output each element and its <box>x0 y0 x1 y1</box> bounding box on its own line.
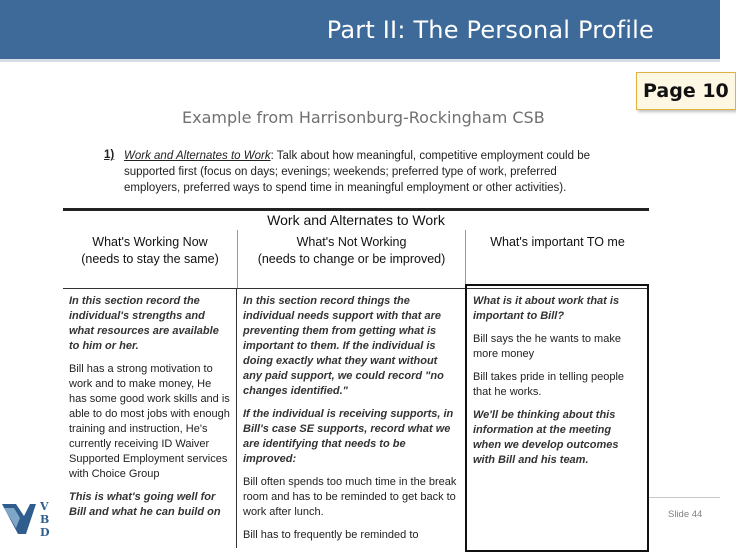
cell-important-to-me <box>465 284 649 552</box>
cell-paragraph: If the individual is receiving supports, in Bill's case SE supports, record what we are identifying that needs to be improved: <box>243 408 454 465</box>
header-bar <box>0 0 720 62</box>
column-subtitle: (needs to stay the same) <box>81 252 219 266</box>
cell-paragraph: We'll be thinking about this information at the meeting when we develop outcomes with Bill and his team. <box>473 409 619 466</box>
table-title: Work and Alternates to Work <box>63 208 649 230</box>
page-badge <box>636 72 736 110</box>
column-title: What's important TO me <box>490 235 625 249</box>
cell-paragraph: In this section record things the individual needs support with that are preventing them from getting what is important to them. If the individual is doing exactly what they want without any paid support, we could record "no changes identified." <box>243 295 444 397</box>
cell-paragraph: Bill has to frequently be reminded to <box>243 529 419 541</box>
logo-letter: D <box>40 526 50 539</box>
cell-not-working <box>237 288 465 548</box>
cell-paragraph: What is it about work that is important to Bill? <box>473 295 620 322</box>
column-title: What's Working Now <box>92 235 208 249</box>
cell-paragraph: This is what's going well for Bill and what he can build on <box>69 491 221 518</box>
question-term: Work and Alternates to Work <box>124 150 271 162</box>
cell-paragraph: Bill has a strong motivation to work and to make money, He has some good work skills and is able to do most jobs with enough training and instruction, He's currently receiving ID Waiver Supported Employment services with Choice Group <box>69 363 230 480</box>
slide-title: Part II: The Personal Profile <box>326 16 654 44</box>
column-header-working <box>63 230 237 288</box>
cell-paragraph: Bill says the he wants to make more money <box>473 333 621 360</box>
column-title: What's Not Working <box>296 235 407 249</box>
column-header-important <box>465 230 649 288</box>
example-title: Example from Harrisonburg-Rockingham CSB <box>182 108 545 127</box>
logo-letter: B <box>40 513 50 526</box>
column-subtitle: (needs to change or be improved) <box>257 252 446 266</box>
cell-paragraph: In this section record the individual's strengths and what resources are available to him or her. <box>69 295 219 352</box>
question-body: : Talk about how meaningful, competitive employment could be supported first (focus on days; evenings; weekends; preferred type of work, preferred employers, preferred ways to spend time in meaningful employment or other activities). <box>124 150 590 194</box>
column-header-not-working <box>237 230 465 288</box>
cell-paragraph: Bill takes pride in telling people that he works. <box>473 371 625 398</box>
cell-working-now <box>63 288 237 548</box>
cell-paragraph: Bill often spends too much time in the break room and has to be reminded to get back to work after lunch. <box>243 476 457 518</box>
organization-logo <box>0 496 52 540</box>
question-text <box>124 148 594 196</box>
page-badge-label: Page 10 <box>643 80 729 102</box>
slide-number: Slide 44 <box>668 509 703 520</box>
question-number: 1) <box>104 149 115 161</box>
profile-table <box>63 208 649 548</box>
footer-divider <box>649 497 720 498</box>
logo-letter: V <box>40 500 49 513</box>
